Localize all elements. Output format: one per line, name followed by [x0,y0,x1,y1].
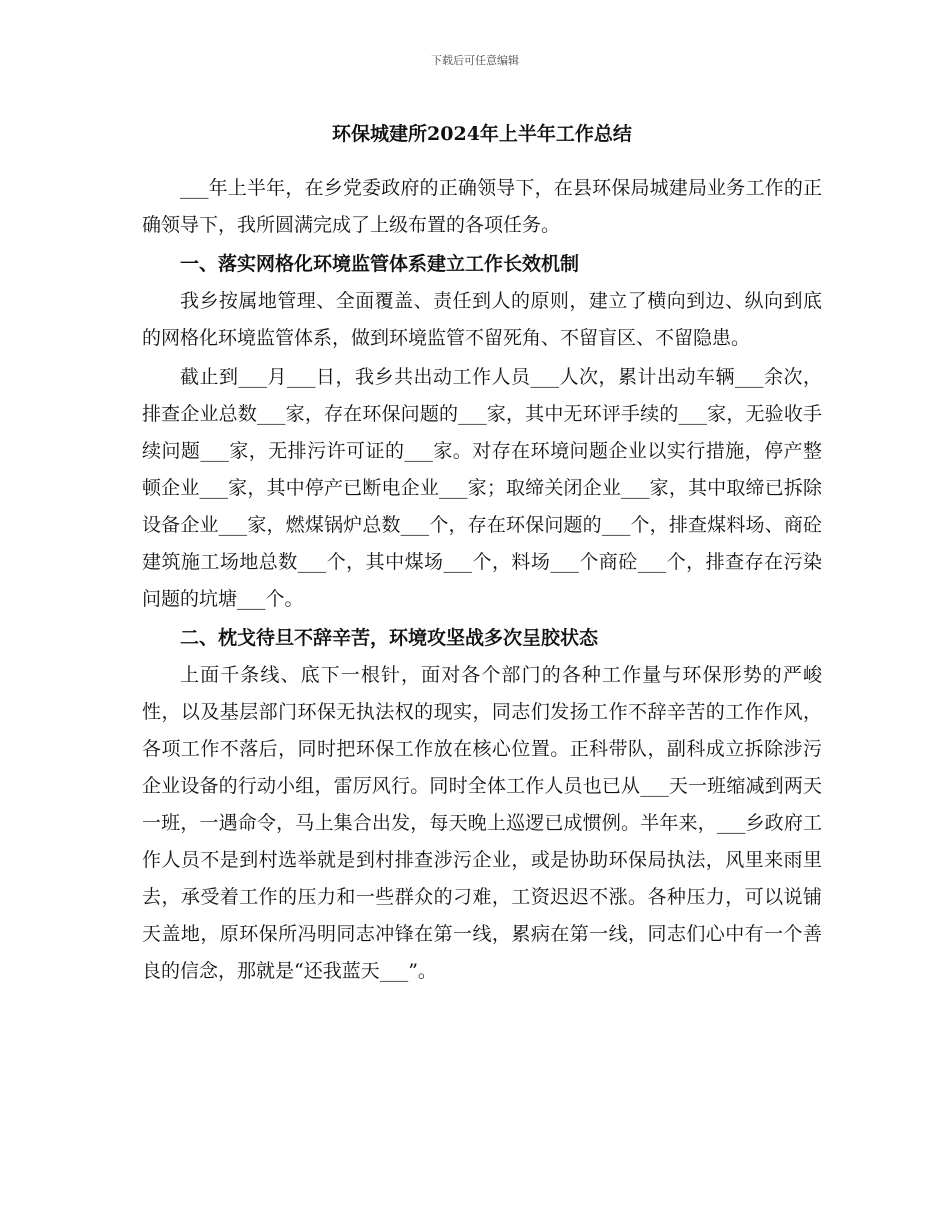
document-body [142,118,822,990]
section-1-paragraph-2: 截止到___月___日，我乡共出动工作人员___人次，累计出动车辆___余次，排查企业总数___家，存在环保问题的___家，其中无环评手续的___家，无验收手续问题___家，无排污许可证的___家。对存在环境问题企业以实行措施，停产整顿企业___家，其中停产已断电企业___家；取缔关闭企业___家，其中取缔已拆除设备企业___家，燃煤锅炉总数___个，存在环保问题的___个，排查煤料场、商砼建筑施工场地总数___个，其中煤场___个，料场___个商砼___个，排查存在污染问题的坑塘___个。 [142,366,822,610]
section-1-paragraph-1: 我乡按属地管理、全面覆盖、责任到人的原则，建立了横向到边、纵向到底的网格化环境监管体系，做到环境监管不留死角、不留盲区、不留隐患。 [142,290,822,349]
page-header-note: 下载后可任意编辑 [431,54,519,67]
document-title: 环保城建所2024年上半年工作总结 [332,123,632,145]
section-1-heading: 一、落实网格化环境监管体系建立工作长效机制 [180,253,580,275]
intro-paragraph: ___年上半年，在乡党委政府的正确领导下，在县环保局城建局业务工作的正确领导下，我所圆满完成了上级布置的各项任务。 [142,177,822,236]
section-2-paragraph-1: 上面千条线、底下一根针，面对各个部门的各种工作量与环保形势的严峻性，以及基层部门环保无执法权的现实，同志们发扬工作不辞辛苦的工作作风，各项工作不落后，同时把环保工作放在核心位置。正科带队，副科成立拆除涉污企业设备的行动小组，雷厉风行。同时全体工作人员也已从___天一班缩减到两天一班，一遇命令，马上集合出发，每天晚上巡逻已成惯例。半年来，___乡政府工作人员不是到村选举就是到村排查涉污企业，或是协助环保局执法，风里来雨里去，承受着工作的压力和一些群众的刁难，工资迟迟不涨。各种压力，可以说铺天盖地，原环保所冯明同志冲锋在第一线，累病在第一线，同志们心中有一个善良的信念，那就是“还我蓝天___”。 [142,664,822,982]
section-2-heading: 二、枕戈待旦不辞辛苦，环境攻坚战多次呈胶状态 [180,627,599,649]
